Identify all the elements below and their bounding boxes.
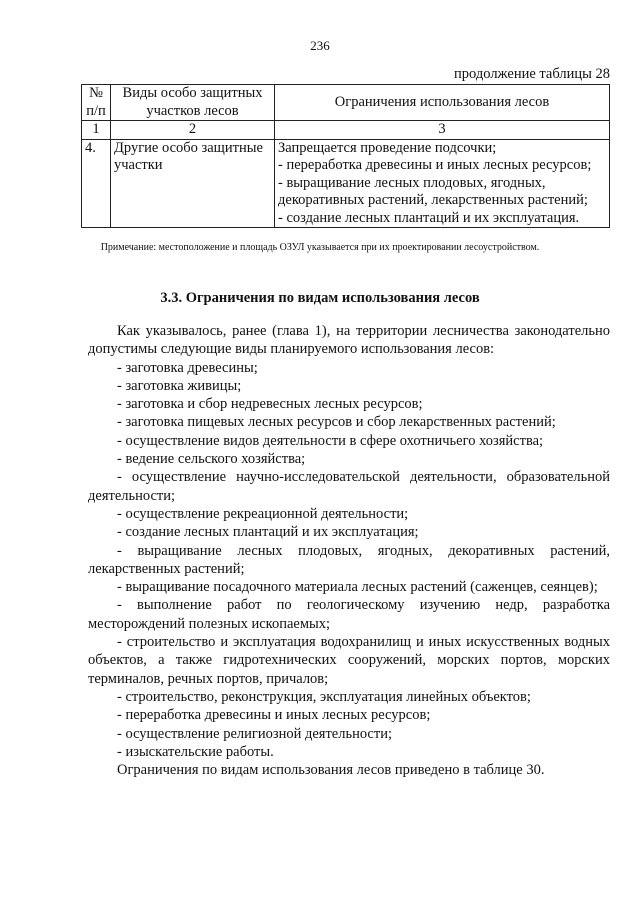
restriction-line: - создание лесных плантаций и их эксплуатация. xyxy=(278,209,580,226)
list-item: - осуществление видов деятельности в сфере охотничьего хозяйства; xyxy=(117,432,544,449)
list-item: - изыскательские работы. xyxy=(117,743,274,760)
header-type: Виды особо защитных участков лесов xyxy=(111,85,275,121)
closing-paragraph: Ограничения по видам использования лесов приведено в таблице 30. xyxy=(117,762,545,779)
col-number: 2 xyxy=(111,121,275,140)
list-item: - переработка древесины и иных лесных ресурсов; xyxy=(117,707,431,724)
list-item: - выращивание лесных плодовых, ягодных, декоративных растений, лекарственных растений; xyxy=(88,542,610,577)
table-column-number-row xyxy=(82,121,610,140)
list-item: - осуществление рекреационной деятельности; xyxy=(117,505,409,522)
list-item: - строительство, реконструкция, эксплуатация линейных объектов; xyxy=(117,688,531,705)
restriction-line: - переработка древесины и иных лесных ресурсов; xyxy=(278,157,592,173)
table-continuation-label: продолжение таблицы 28 xyxy=(454,66,610,82)
list-item: - создание лесных плантаций и их эксплуатация; xyxy=(117,524,419,541)
restriction-line: Запрещается проведение подсочки; xyxy=(278,139,497,156)
col-number: 1 xyxy=(82,121,111,140)
col-number: 3 xyxy=(275,121,610,140)
section-body xyxy=(88,322,610,779)
list-item: - осуществление научно-исследовательской деятельности, образовательной деятельности; xyxy=(88,469,610,504)
list-item: - заготовка пищевых лесных ресурсов и сбор лекарственных растений; xyxy=(117,414,556,431)
table-row xyxy=(82,139,610,228)
list-item: - заготовка и сбор недревесных лесных ресурсов; xyxy=(117,396,423,413)
restriction-line: - выращивание лесных плодовых, ягодных, декоративных растений, лекарственных растений; xyxy=(278,174,588,208)
list-item: - выполнение работ по геологическому изучению недр, разработка месторождений полезных ископаемых; xyxy=(88,597,610,632)
row-num: 4. xyxy=(82,139,111,228)
table-note: Примечание: местоположение и площадь ОЗУЛ указывается при их проектировании лесоустройством. xyxy=(100,242,540,253)
section-heading: 3.3. Ограничения по видам использования лесов xyxy=(160,290,480,306)
list-item: - выращивание посадочного материала лесных растений (саженцев, сеянцев); xyxy=(117,579,598,596)
table-header-row xyxy=(82,85,610,121)
page-number: 236 xyxy=(310,38,330,53)
list-item: - ведение сельского хозяйства; xyxy=(117,451,306,468)
list-item: - заготовка живицы; xyxy=(117,377,242,394)
restrictions-table xyxy=(81,84,610,228)
row-restrictions xyxy=(275,139,610,228)
list-item: - осуществление религиозной деятельности; xyxy=(117,725,392,742)
header-num: № п/п xyxy=(82,85,111,121)
list-item: - заготовка древесины; xyxy=(117,359,258,376)
list-item: - строительство и эксплуатация водохранилищ и иных искусственных водных объектов, а также гидротехнических сооружений, морских портов, морских терминалов, речных портов, причалов; xyxy=(88,634,610,687)
intro-paragraph: Как указывалось, ранее (глава 1), на территории лесничества законодательно допустимы следующие виды планируемого использования лесов: xyxy=(88,323,610,358)
row-type: Другие особо защитные участки xyxy=(111,139,275,228)
header-restriction: Ограничения использования лесов xyxy=(275,85,610,121)
